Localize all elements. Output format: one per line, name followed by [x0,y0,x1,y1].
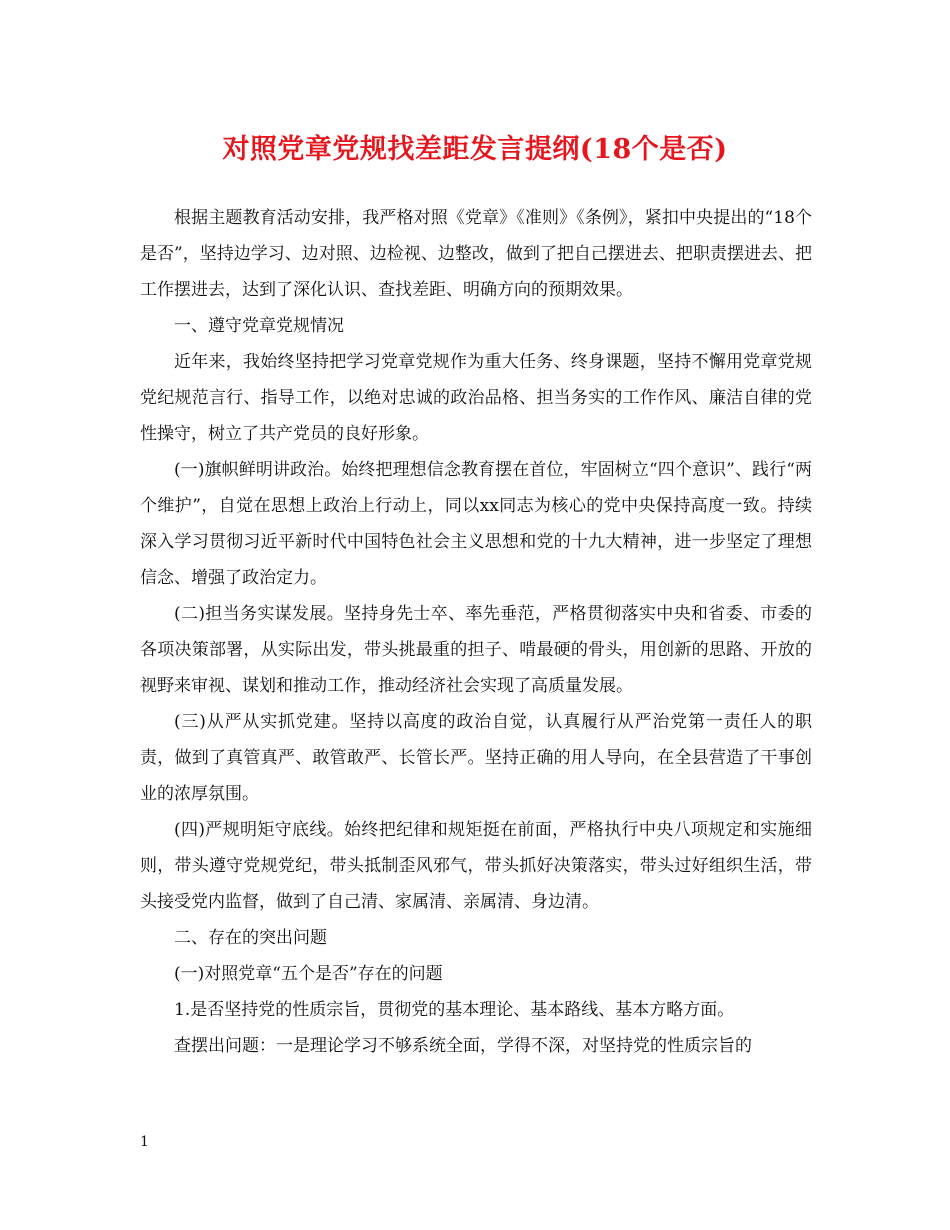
paragraph-item-3: (三)从严从实抓党建。坚持以高度的政治自觉，认真履行从严治党第一责任人的职责，做到了真管真严、敢管敢严、长管长严。坚持正确的用人导向，在全县营造了干事创业的浓厚氛围。 [140,712,812,804]
paragraph-item-1: (一)旗帜鲜明讲政治。始终把理想信念教育摆在首位，牢固树立“四个意识”、践行“两个维护”，自觉在思想上政治上行动上，同以xx同志为核心的党中央保持高度一致。持续深入学习贯彻习近平新时代中国特色社会主义思想和党的十九大精神，进一步坚定了理想信念、增强了政治定力。 [140,460,812,588]
paragraph-findings: 查摆出问题：一是理论学习不够系统全面，学得不深，对坚持党的性质宗旨的 [174,1036,752,1056]
paragraph-intro: 根据主题教育活动安排，我严格对照《党章》《准则》《条例》，紧扣中央提出的“18个是否”，坚持边学习、边对照、边检视、边整改，做到了把自己摆进去、把职责摆进去、把工作摆进去，达到了深化认识、查找差距、明确方向的预期效果。 [140,208,812,300]
subsection-heading: (一)对照党章“五个是否”存在的问题 [174,964,443,984]
paragraph-item-2: (二)担当务实谋发展。坚持身先士卒、率先垂范，严格贯彻落实中央和省委、市委的各项决策部署，从实际出发，带头挑最重的担子、啃最硬的骨头，用创新的思路、开放的视野来审视、谋划和推动工作，推动经济社会实现了高质量发展。 [140,604,812,696]
paragraph-question-1: 1.是否坚持党的性质宗旨，贯彻党的基本理论、基本路线、基本方略方面。 [174,1000,735,1020]
document-body [140,200,812,1064]
page-number: 1 [140,1134,149,1150]
paragraph-item-4: (四)严规明矩守底线。始终把纪律和规矩挺在前面，严格执行中央八项规定和实施细则，带头遵守党规党纪，带头抵制歪风邪气，带头抓好决策落实，带头过好组织生活，带头接受党内监督，做到了自己清、家属清、亲属清、身边清。 [140,820,812,912]
document-title: 对照党章党规找差距发言提纲(18个是否) [222,134,728,165]
section-heading-2: 二、存在的突出问题 [174,928,327,948]
section-heading-1: 一、遵守党章党规情况 [174,316,344,336]
paragraph-overview: 近年来，我始终坚持把学习党章党规作为重大任务、终身课题，坚持不懈用党章党规党纪规范言行、指导工作，以绝对忠诚的政治品格、担当务实的工作作风、廉洁自律的党性操守，树立了共产党员的良好形象。 [140,352,812,444]
